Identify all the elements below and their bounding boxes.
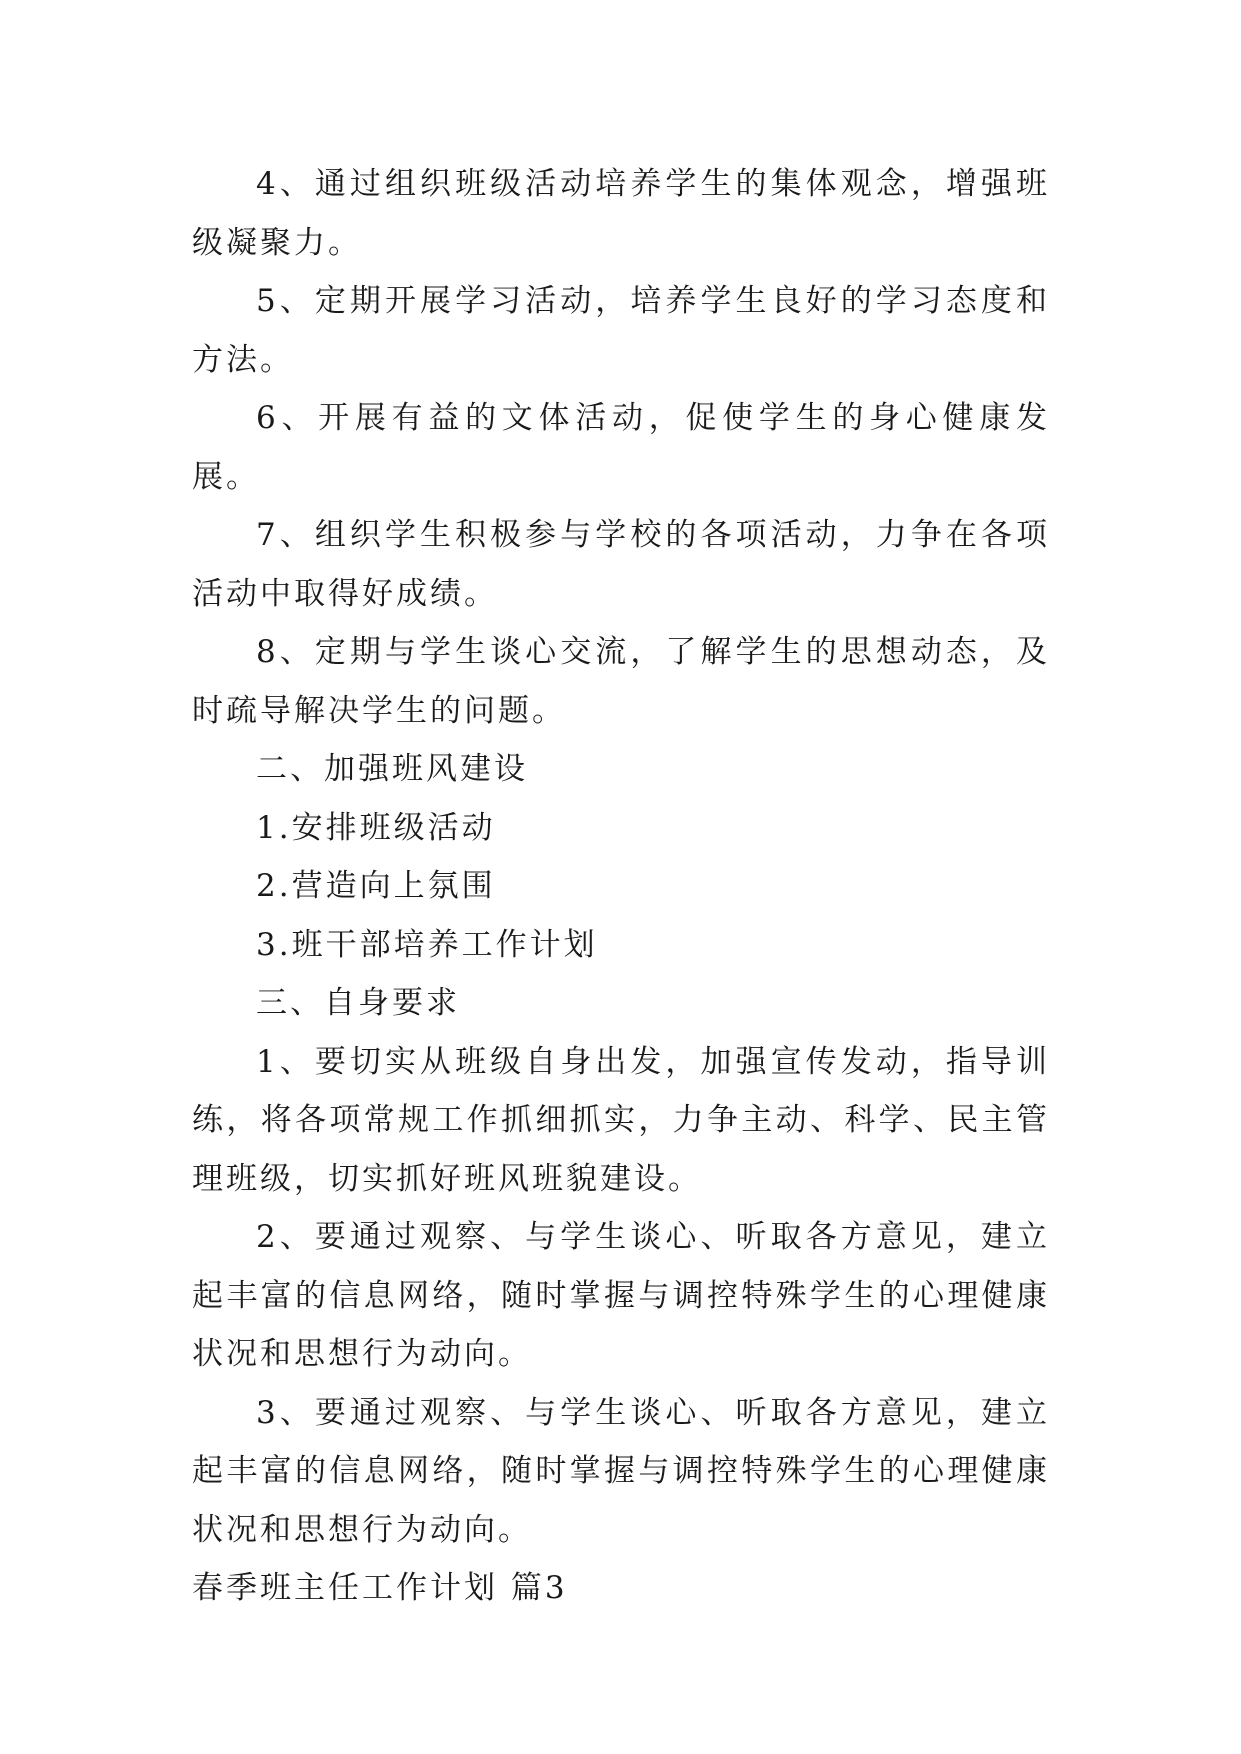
requirement-paragraph-1: 1、要切实从班级自身出发，加强宣传发动，指导训练，将各项常规工作抓细抓实，力争主动、科学、民主管理班级，切实抓好班风班貌建设。 (192, 1043, 1050, 1197)
requirement-paragraph-3: 3、要通过观察、与学生谈心、听取各方意见，建立起丰富的信息网络，随时掌握与调控特殊学生的心理健康状况和思想行为动向。 (192, 1394, 1050, 1548)
paragraph-item-7: 7、组织学生积极参与学校的各项活动，力争在各项活动中取得好成绩。 (192, 517, 1050, 612)
list-item-atmosphere: 2.营造向上氛围 (256, 868, 496, 904)
paragraph-item-4: 4、通过组织班级活动培养学生的集体观念，增强班级凝聚力。 (192, 166, 1050, 261)
section-heading-self-requirements: 三、自身要求 (256, 985, 460, 1021)
list-item-cadre-training: 3.班干部培养工作计划 (256, 926, 598, 963)
requirement-paragraph-2: 2、要通过观察、与学生谈心、听取各方意见，建立起丰富的信息网络，随时掌握与调控特殊学生的心理健康状况和思想行为动向。 (192, 1219, 1050, 1372)
paragraph-item-8: 8、定期与学生谈心交流，了解学生的思想动态，及时疏导解决学生的问题。 (192, 634, 1050, 729)
next-section-title: 春季班主任工作计划 篇3 (192, 1570, 568, 1606)
list-item-class-activities: 1.安排班级活动 (256, 809, 496, 846)
paragraph-item-5: 5、定期开展学习活动，培养学生良好的学习态度和方法。 (192, 283, 1050, 378)
section-heading-class-style: 二、加强班风建设 (256, 751, 528, 787)
paragraph-item-6: 6、开展有益的文体活动，促使学生的身心健康发展。 (192, 400, 1050, 495)
document-body (192, 155, 1050, 1618)
